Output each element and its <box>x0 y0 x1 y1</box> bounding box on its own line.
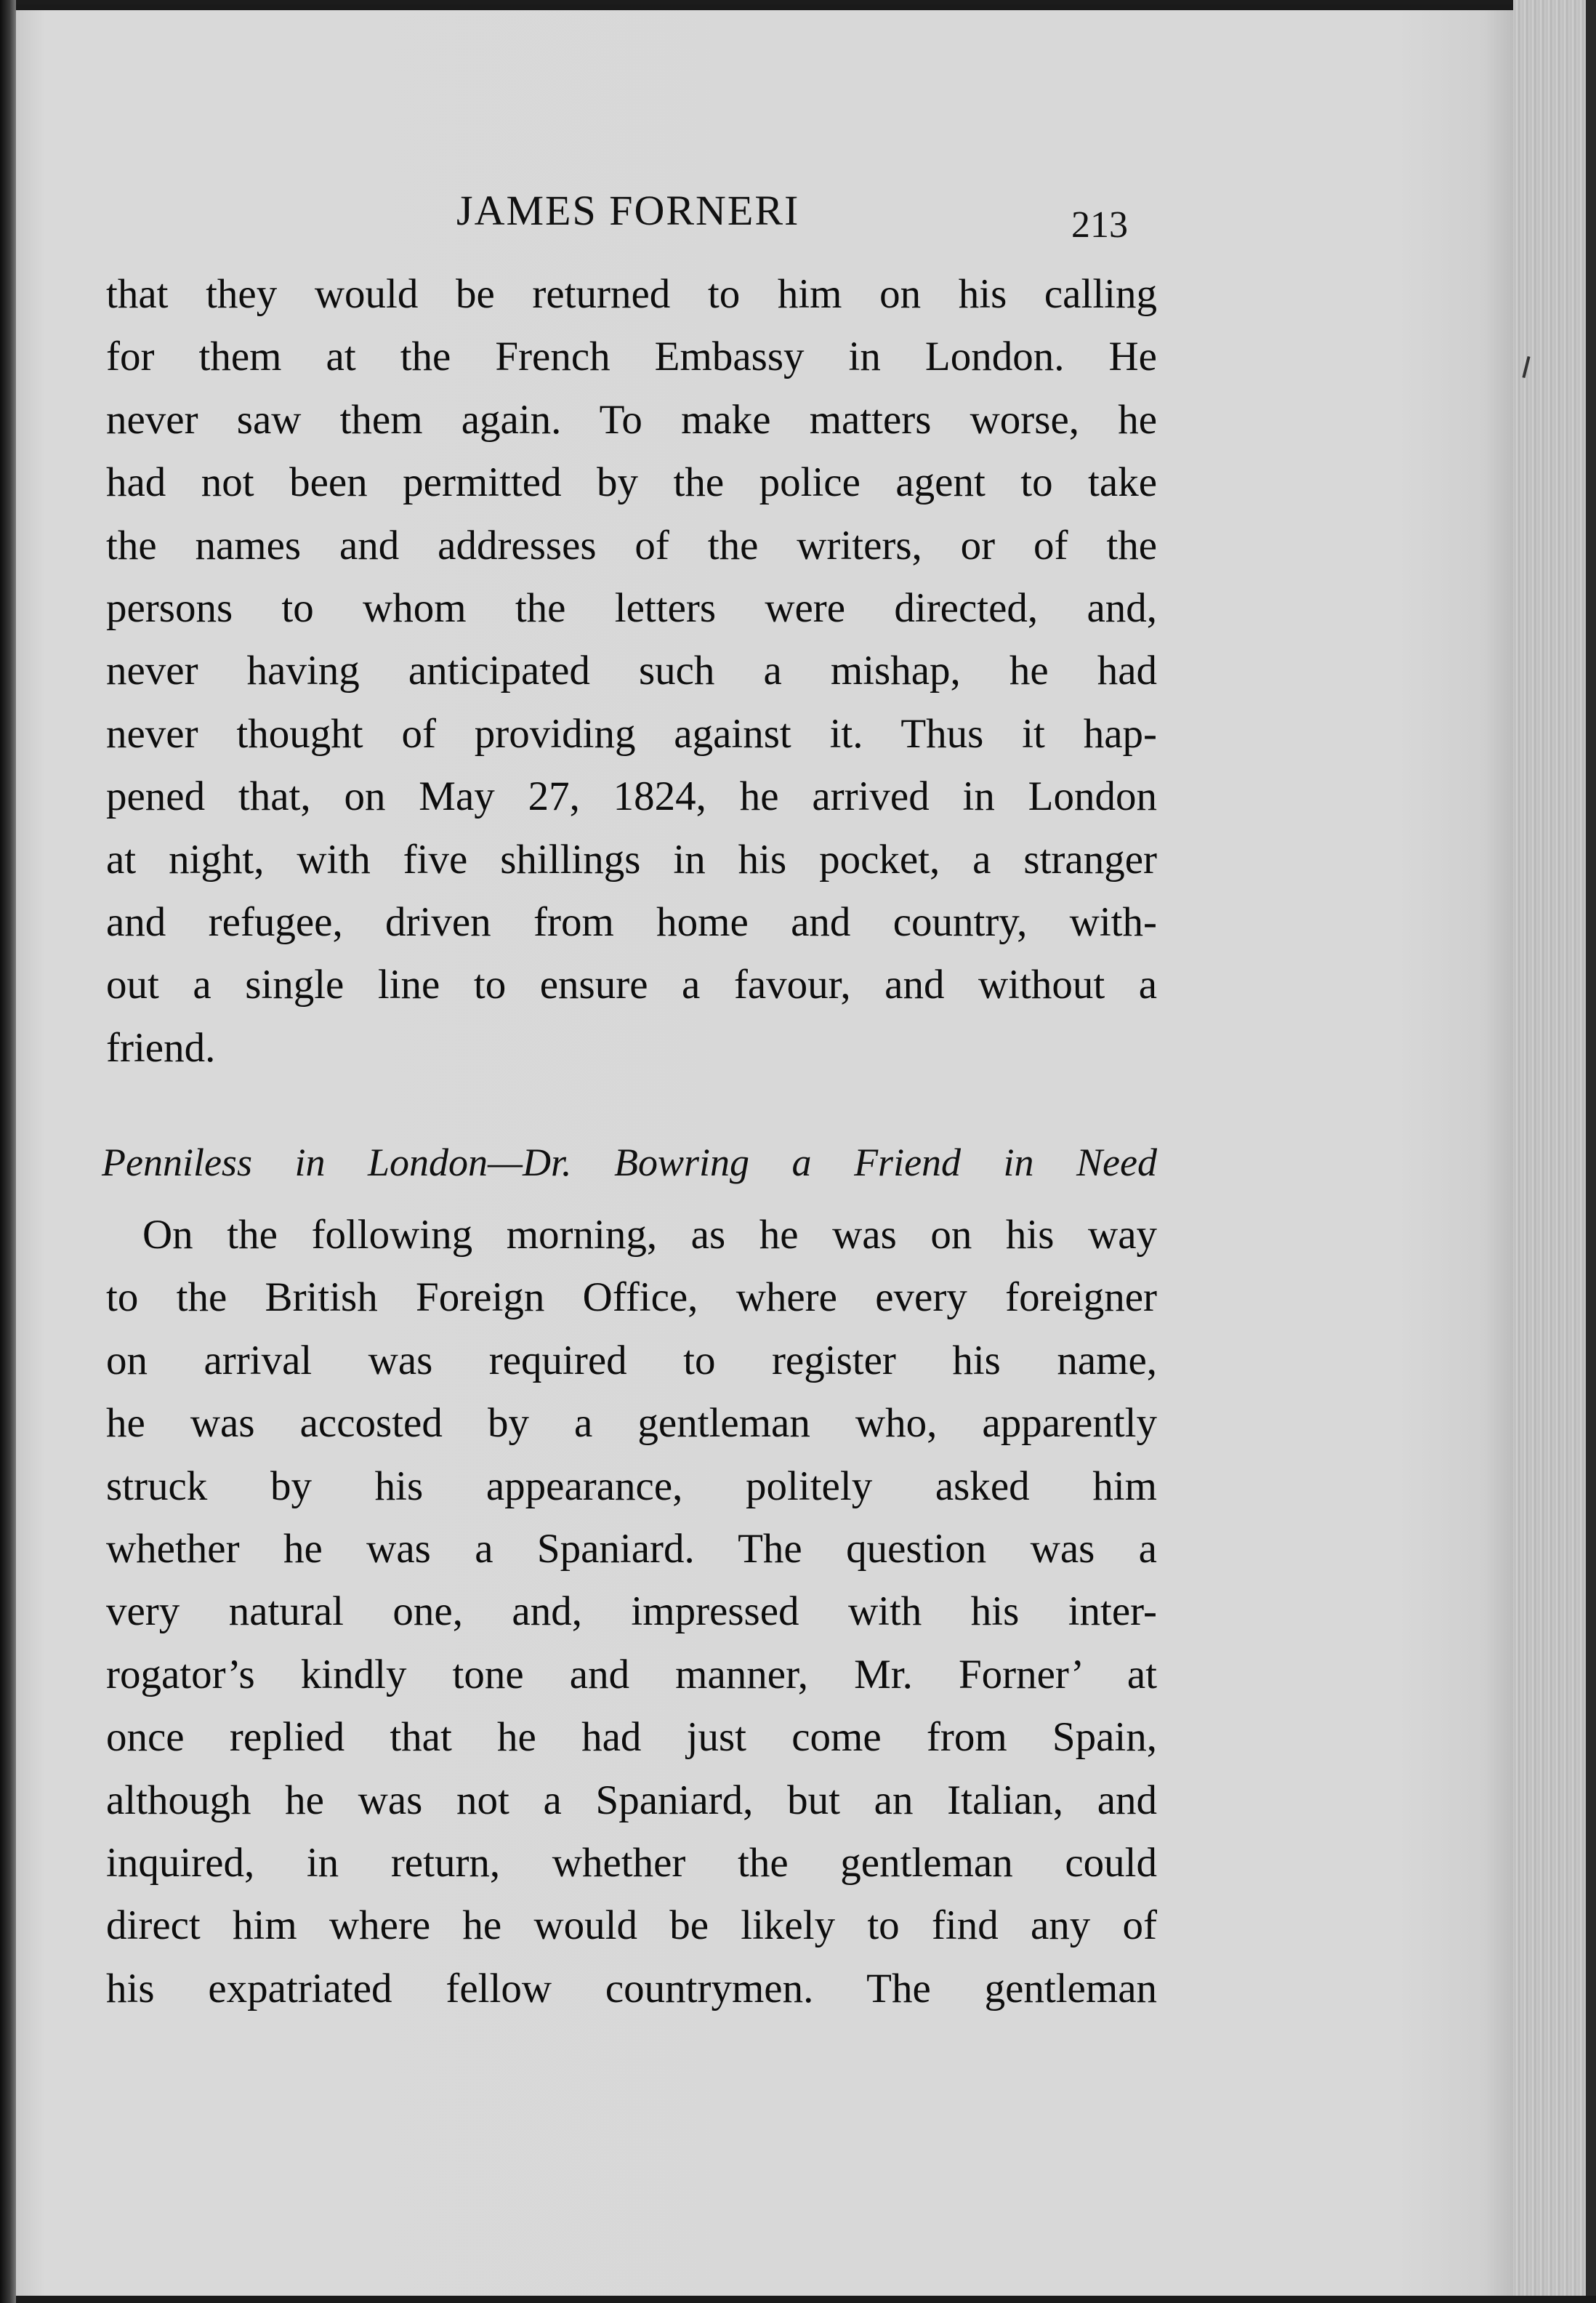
text-line: very natural one, and, impressed with his inter- <box>106 1588 1157 1635</box>
text-line: had not been permitted by the police agent to take <box>106 459 1157 506</box>
text-line: inquired, in return, whether the gentleman could <box>106 1839 1157 1886</box>
text-line: friend. <box>106 1024 216 1071</box>
text-line: on arrival was required to register his name, <box>106 1337 1157 1383</box>
page-stack-edge <box>1513 0 1596 2303</box>
section-heading: Penniless in London—Dr. Bowring a Friend in Need <box>102 1141 1157 1184</box>
book-binding-edge <box>0 0 16 2303</box>
text-line: rogator’s kindly tone and manner, Mr. Forner’ at <box>106 1651 1157 1697</box>
text-line: On the following morning, as he was on his way <box>142 1212 1157 1258</box>
scan-bottom-border <box>16 2296 1596 2303</box>
text-line: he was accosted by a gentleman who, apparently <box>106 1400 1157 1447</box>
text-line: although he was not a Spaniard, but an Italian, and <box>106 1777 1157 1823</box>
text-line: never saw them again. To make matters worse, he <box>106 396 1157 443</box>
text-line: his expatriated fellow countrymen. The gentleman <box>106 1965 1157 2011</box>
paragraph-1 <box>106 263 1157 1080</box>
text-line: out a single line to ensure a favour, and without a <box>106 962 1157 1008</box>
text-line: to the British Foreign Office, where every foreigner <box>106 1274 1157 1321</box>
text-line: that they would be returned to him on his calling <box>106 271 1157 317</box>
text-line: direct him where he would be likely to find any of <box>106 1902 1157 1949</box>
paragraph-2 <box>106 1204 1157 2020</box>
text-line: at night, with five shillings in his pocket, a stranger <box>106 836 1157 883</box>
text-line: the names and addresses of the writers, or of the <box>106 522 1157 568</box>
text-line: pened that, on May 27, 1824, he arrived in London <box>106 773 1157 820</box>
running-head: JAMES FORNERI <box>456 187 800 234</box>
text-line: for them at the French Embassy in London. He <box>106 334 1157 380</box>
text-line: and refugee, driven from home and country, with- <box>106 899 1157 945</box>
text-line: whether he was a Spaniard. The question was a <box>106 1525 1157 1572</box>
page-number: 213 <box>1071 204 1128 246</box>
text-line: struck by his appearance, politely asked him <box>106 1463 1157 1509</box>
text-line: never having anticipated such a mishap, he had <box>106 648 1157 694</box>
text-line: once replied that he had just come from Spain, <box>106 1714 1157 1761</box>
text-line: never thought of providing against it. Thus it hap- <box>106 710 1157 757</box>
text-line: persons to whom the letters were directed, and, <box>106 584 1157 631</box>
